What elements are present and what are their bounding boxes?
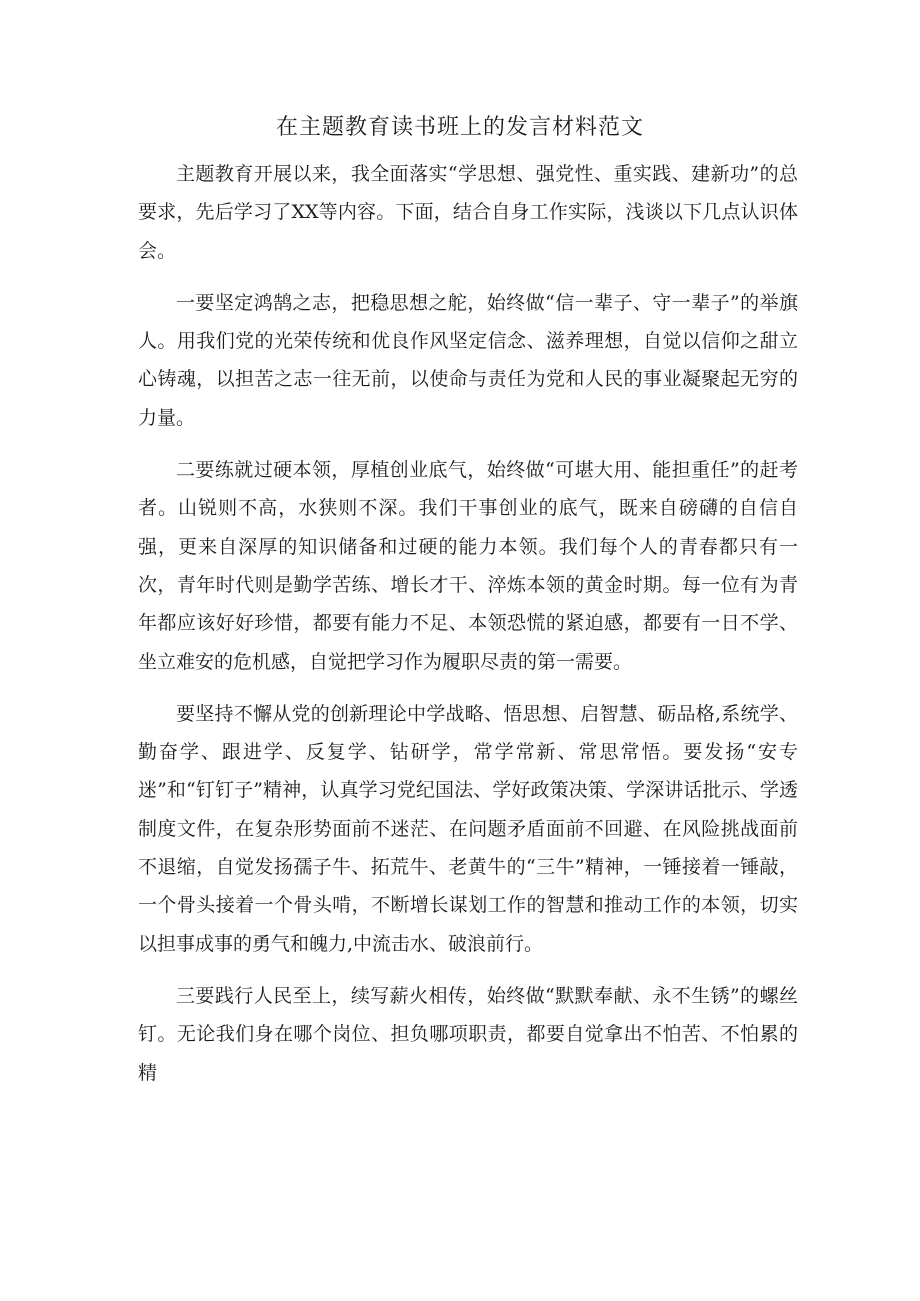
paragraph-point-three: 三要践行人民至上，续写薪火相传，始终做“默默奉献、永不生锈”的螺丝钉。无论我们身在哪个岗位、担负哪项职责，都要自觉拿出不怕苦、不怕累的精	[138, 984, 798, 1084]
paragraph-study-requirements: 要坚持不懈从党的创新理论中学战略、悟思想、启智慧、砺品格,系统学、勤奋学、跟进学、反复学、钻研学，常学常新、常思常悟。要发扬“安专迷”和“钉钉子”精神，认真学习党纪国法、学好政策决策、学深讲话批示、学透制度文件，在复杂形势面前不迷茫、在问题矛盾面前不回避、在风险挑战面前不退缩，自觉发扬孺子牛、拓荒牛、老黄牛的“三牛”精神，一锤接着一锤敲，一个骨头接着一个骨头啃，不断增长谋划工作的智慧和推动工作的本领，切实以担事成事的勇气和魄力,中流击水、破浪前行。	[138, 702, 798, 955]
document-body	[138, 155, 798, 1106]
paragraph-intro: 主题教育开展以来，我全面落实“学思想、强党性、重实践、建新功”的总要求，先后学习了XX等内容。下面，结合自身工作实际，浅谈以下几点认识体会。	[138, 163, 798, 262]
paragraph-point-two: 二要练就过硬本领，厚植创业底气，始终做“可堪大用、能担重任”的赶考者。山锐则不高，水狭则不深。我们干事创业的底气，既来自磅礴的自信自强，更来自深厚的知识储备和过硬的能力本领。我们每个人的青春都只有一次，青年时代则是勤学苦练、增长才干、淬炼本领的黄金时期。每一位有为青年都应该好好珍惜，都要有能力不足、本领恐慌的紧迫感，都要有一日不学、坐立难安的危机感，自觉把学习作为履职尽责的第一需要。	[138, 459, 798, 673]
document-title: 在主题教育读书班上的发言材料范文	[275, 115, 644, 140]
paragraph-point-one: 一要坚定鸿鹄之志，把稳思想之舵，始终做“信一辈子、守一辈子”的举旗人。用我们党的光荣传统和优良作风坚定信念、滋养理想，自觉以信仰之甜立心铸魂，以担苦之志一往无前，以使命与责任为党和人民的事业凝聚起无穷的力量。	[138, 291, 798, 429]
